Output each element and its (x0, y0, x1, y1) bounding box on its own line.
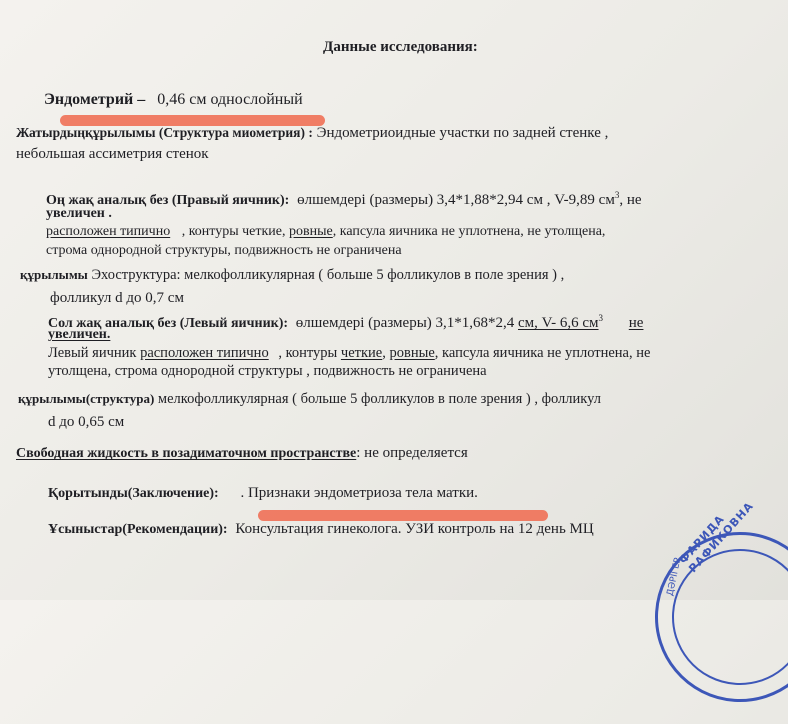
conclusion-label: Қорытынды(Заключение): (48, 486, 219, 501)
recommendations-label: Ұсыныстар(Рекомендации): (48, 522, 228, 537)
left-ovary-size: өлшемдері (размеры) 3,1*1,68*2,4 (295, 315, 519, 331)
left-ovary-label: Сол жақ аналық без (Левый яичник): (48, 316, 289, 331)
right-ovary-size: өлшемдері (размеры) 3,4*1,88*2,94 см , V-9,89 см (297, 192, 615, 208)
free-fluid-label: Свободная жидкость в позадиматочном пространстве (16, 446, 357, 461)
right-ovary-label: Оң жақ аналық без (Правый яичник): (46, 193, 290, 208)
left-ovary-echo-line (18, 390, 601, 408)
recommendations-value: Консультация гинеколога. УЗИ контроль на 12 день МЦ (235, 521, 594, 537)
left-ovary-line-3: Левый яичник расположен типично , контуры четкие, ровные, капсула яичника не уплотнена, не (48, 345, 651, 361)
right-ovary-follicle: фолликул d до 0,7 см (50, 290, 184, 306)
left-ovary-size-underlined: см, V- 6,6 см (518, 315, 599, 331)
left-ovary-capsule: , капсула яичника не уплотнена, не (434, 345, 651, 361)
recommendations-line (48, 520, 594, 539)
endometrium-value: 0,46 см однослойный (157, 91, 303, 108)
free-fluid-line (16, 444, 468, 463)
left-ovary-follicle: d до 0,65 см (48, 414, 125, 430)
conclusion-value: . Признаки эндометриоза тела матки. (240, 485, 478, 501)
left-ovary-line-4: утолщена, строма однородной структуры , подвижность не ограничена (48, 363, 487, 379)
left-ovary-smooth: ровные (389, 345, 435, 361)
right-ovary-line-2: увеличен . (46, 206, 112, 221)
structure-label: Жатырдыңқұрылымы (Структура миометрия) : (16, 125, 313, 140)
left-ovary-unit-sup: 3 (598, 313, 604, 323)
stamp-text-2: ДӘРІГЕР (665, 556, 684, 598)
endometrium-label: Эндометрий – (44, 91, 146, 108)
right-ovary-capsule: , капсула яичника не уплотнена, не утолщена, (332, 224, 606, 239)
free-fluid-value: : не определяется (356, 445, 468, 461)
endometrium-line (44, 91, 303, 109)
structure-text-1: Эндометриоидные участки по задней стенке , (316, 125, 609, 141)
left-ovary-lead: Левый яичник (48, 345, 137, 361)
left-ovary-located: расположен типично (140, 345, 269, 361)
left-ovary-echo-text: мелкофолликулярная ( больше 5 фолликулов в поле зрения ) , фолликул (157, 391, 601, 407)
right-ovary-smooth: ровные (289, 224, 333, 239)
left-ovary-clear: четкие (340, 345, 383, 361)
right-ovary-contours: , контуры четкие, (181, 224, 286, 239)
right-ovary-line-1 (46, 186, 642, 210)
right-ovary-tail: , не (619, 192, 642, 208)
right-ovary-echo-text: Эхоструктура: мелкофолликулярная ( больше 5 фолликулов в поле зрения ) , (91, 267, 565, 283)
right-ovary-line-4: строма однородной структуры, подвижность не ограничена (46, 243, 402, 258)
left-ovary-echo-label: құрылымы(структура) (18, 391, 155, 406)
conclusion-line (48, 484, 478, 503)
right-ovary-located: расположен типично (46, 224, 171, 239)
structure-line (16, 124, 608, 142)
structure-text-2: небольшая ассиметрия стенок (16, 146, 209, 162)
left-ovary-contours: , контуры (278, 345, 338, 361)
stamp-text: ФАРИДА РАФИКОВНА (676, 499, 757, 576)
right-ovary-echo-line (20, 266, 564, 284)
document-heading: Данные исследования: (323, 39, 478, 55)
left-ovary-tail: не (628, 315, 644, 331)
right-ovary-echo-label: құрылымы (20, 267, 88, 282)
doctor-stamp (633, 499, 788, 724)
right-ovary-line-3 (46, 223, 605, 241)
left-ovary-line-1 (48, 309, 643, 333)
right-ovary-unit-sup: 3 (614, 190, 620, 200)
left-ovary-line-2: увеличен. (48, 327, 111, 342)
